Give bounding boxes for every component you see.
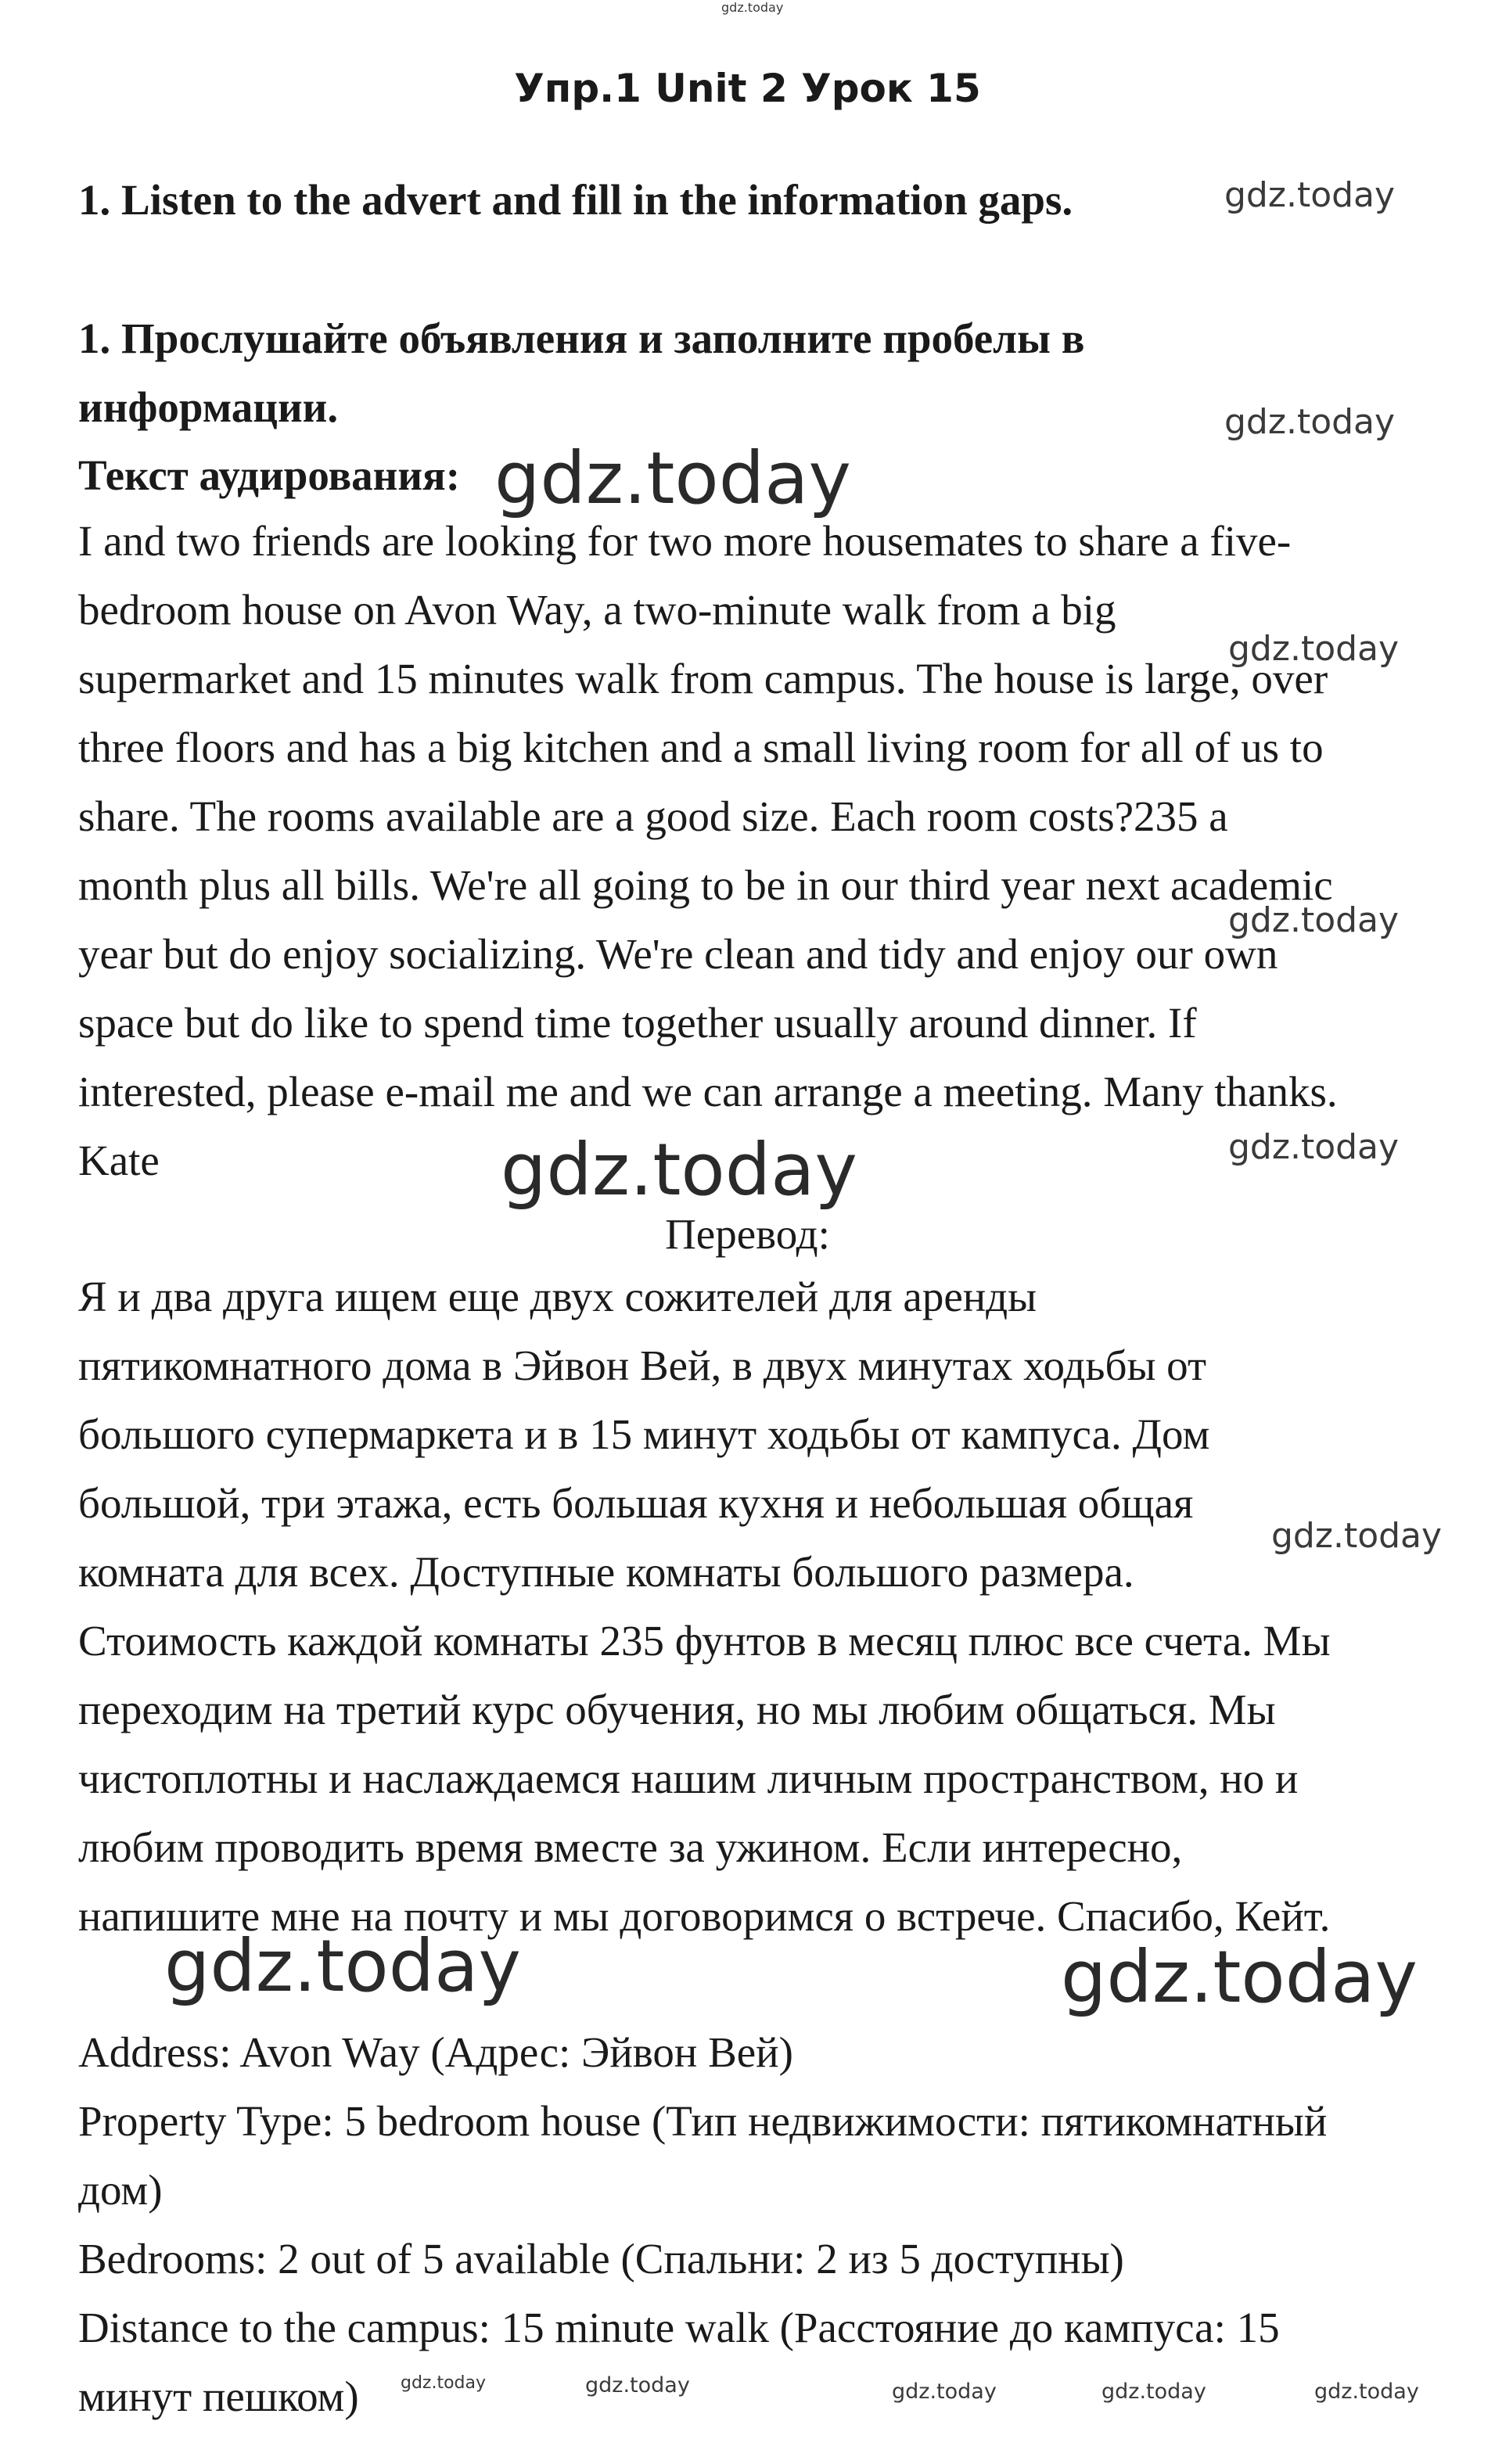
text-line: пятикомнатного дома в Эйвон Вей, в двух минутах ходьбы от — [78, 1342, 1206, 1389]
text-line: space but do like to spend time together usually around dinner. If — [78, 999, 1197, 1047]
task-russian-line1: 1. Прослушайте объявления и заполните пробелы в — [78, 314, 1085, 362]
text-line: напишите мне на почту и мы договоримся о встрече. Спасибо, Кейт. — [78, 1892, 1331, 1940]
text-line: year but do enjoy socializing. We're clean and tidy and enjoy our own — [78, 930, 1278, 978]
info-address: Address: Avon Way (Адрес: Эйвон Вей) — [78, 2028, 793, 2076]
info-property-type: Property Type: 5 bedroom house (Тип недвижимости: пятикомнатный — [78, 2097, 1328, 2145]
info-property-type-cont: дом) — [78, 2166, 163, 2214]
text-line: I and two friends are looking for two more housemates to share a five- — [78, 517, 1292, 565]
watermark-bottom: gdz.today — [1101, 2380, 1206, 2404]
text-line: Kate — [78, 1137, 160, 1184]
text-line: комната для всех. Доступные комнаты большого размера. — [78, 1548, 1134, 1596]
watermark-bottom: gdz.today — [1314, 2380, 1419, 2404]
text-line: bedroom house on Avon Way, a two-minute walk from a big — [78, 586, 1116, 634]
text-line: любим проводить время вместе за ужином. Если интересно, — [78, 1823, 1183, 1871]
text-line: supermarket and 15 minutes walk from campus. The house is large, over — [78, 655, 1328, 702]
task-english: 1. Listen to the advert and fill in the information gaps. — [78, 176, 1073, 224]
info-distance-cont: минут пешком) — [78, 2372, 359, 2420]
watermark: gdz.today — [1228, 900, 1400, 940]
watermark-large: gdz.today — [164, 1924, 521, 2008]
watermark: gdz.today — [1224, 402, 1396, 442]
translation-label: Перевод: — [665, 1210, 830, 1258]
watermark: gdz.today — [1224, 175, 1396, 215]
text-line: большой, три этажа, есть большая кухня и небольшая общая — [78, 1479, 1194, 1527]
text-line: переходим на третий курс обучения, но мы любим общаться. Мы — [78, 1686, 1276, 1733]
text-line: three floors and has a big kitchen and a small living room for all of us to — [78, 724, 1324, 771]
watermark-bottom: gdz.today — [585, 2373, 690, 2398]
watermark: gdz.today — [1228, 629, 1400, 669]
task-russian-line2: информации. — [78, 383, 339, 431]
info-bedrooms: Bedrooms: 2 out of 5 available (Спальни: 2 из 5 доступны) — [78, 2235, 1124, 2283]
watermark-large: gdz.today — [494, 436, 851, 520]
listening-text — [78, 507, 1424, 1195]
watermark-large: gdz.today — [501, 1128, 857, 1212]
text-line: Я и два друга ищем еще двух сожителей для аренды — [78, 1273, 1037, 1320]
text-line: month plus all bills. We're all going to be in our third year next academic — [78, 861, 1333, 909]
watermark-bottom: gdz.today — [401, 2373, 487, 2393]
info-block — [78, 2018, 1424, 2431]
listening-label: Текст аудирования: — [78, 451, 461, 499]
text-line: Стоимость каждой комнаты 235 фунтов в месяц плюс все счета. Мы — [78, 1617, 1331, 1665]
text-line: большого супермаркета и в 15 минут ходьбы от кампуса. Дом — [78, 1410, 1210, 1458]
watermark-large: gdz.today — [1061, 1935, 1418, 2019]
text-line: interested, please e-mail me and we can arrange a meeting. Many thanks. — [78, 1068, 1338, 1115]
text-line: чистоплотны и наслаждаемся нашим личным пространством, но и — [78, 1755, 1299, 1802]
watermark-top: gdz.today — [721, 0, 784, 15]
page-title: Упр.1 Unit 2 Урок 15 — [514, 66, 981, 111]
watermark: gdz.today — [1271, 1516, 1443, 1556]
text-line: share. The rooms available are a good size. Each room costs?235 a — [78, 792, 1228, 840]
watermark-bottom: gdz.today — [892, 2380, 997, 2404]
translation-text — [78, 1263, 1424, 1951]
watermark: gdz.today — [1228, 1127, 1400, 1167]
info-distance: Distance to the campus: 15 minute walk (Расстояние до кампуса: 15 — [78, 2304, 1280, 2351]
